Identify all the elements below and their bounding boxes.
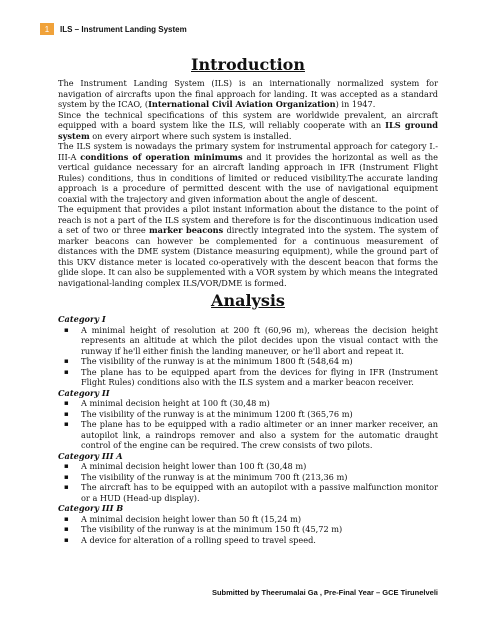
category-list [58,325,438,388]
intro-paragraph-4 [58,204,438,288]
list-item: ▪ A minimal height of resolution at 200 ft (60,96 m), whereas the decision height represents an altitude at which the pilot decides upon the visual contact with the runway if he'll either finish the landing maneuver, or he'll abort and repeat it. [58,325,438,357]
list-item: ▪ The plane has to be equipped with a radio altimeter or an inner marker receiver, an autopilot link, a raindrops remover and also a system for the automatic draught control of the engine can be required. The crew consists of two pilots. [58,419,438,451]
intro-paragraph-2 [58,110,438,142]
ils-ground-system-term: ILS ground system [58,120,438,141]
list-item: ▪ A minimal decision height at 100 ft (30,48 m) [58,398,438,409]
list-item: ▪ The visibility of the runway is at the minimum 1800 ft (548,64 m) [58,356,438,367]
category-section [58,314,438,388]
category-title: Category III B [58,503,124,513]
category-section [58,388,438,451]
document-body [58,56,438,545]
category-list [58,461,438,503]
icao-full-name: International Civil Aviation Organization [148,99,336,109]
category-section [58,451,438,504]
category-title: Category III A [58,450,123,461]
intro-p4-text-c: directly integrated into the system. The system of marker beacons can however be complemented for a continuous measurement of distances with the DME system (Distance measuring equipment), while the ground part of this UKV distance meter is located co-operatively with the descent beacon that forms the glide slope. It can also be supplemented with a VOR system by which means the integrated navigational-landing complex ILS/VOR/DME is formed. [58,225,438,288]
intro-p1-text-a: The Instrument Landing System (ILS) is an internationally normalized system for navigation of aircrafts upon the final approach for landing. It was accepted as a standard system by the ICAO, ( [58,78,438,109]
page-header [40,22,187,36]
list-item: ▪ The visibility of the runway is at the minimum 700 ft (213,36 m) [58,472,438,483]
list-item: ▪ The visibility of the runway is at the minimum 1200 ft (365,76 m) [58,409,438,420]
category-list [58,514,438,546]
category-list [58,398,438,451]
intro-p3-text-a: The ILS system is nowadays the primary system for instrumental approach for category I.-III-A [58,141,438,162]
list-item: ▪ The visibility of the runway is at the minimum 150 ft (45,72 m) [58,524,438,535]
list-item: ▪ A device for alteration of a rolling speed to travel speed. [58,535,438,546]
marker-beacons-term: marker beacons [148,225,224,235]
intro-p1-text-c: ) in 1947. [335,99,376,109]
page-footer: Submitted by Theerumalai Ga , Pre-Final Year – GCE Tirunelveli [211,588,438,597]
analysis-heading: Analysis [211,291,285,310]
operation-minimums-term: conditions of operation minimums [80,151,243,162]
intro-p3-text-c: and it provides the horizontal as well as the vertical guidance necessary for an aircraft landing approach in IFR (Instrument Flight Rules) conditions, thus in conditions of limited or reduced visibility.The accurate landing approach is a procedure of permitted descent with the use of navigational equipment coaxial with the trajectory and given information about the angle of descent. [58,151,438,204]
category-title: Category I [58,314,106,324]
page-number: 1 [40,23,54,35]
intro-p2-text-c: on every airport where such system is installed. [89,130,292,141]
intro-paragraph-1 [58,78,438,110]
intro-p4-text-a: The equipment that provides a pilot instant information about the distance to the point of reach is not a part of the ILS system and therefore is for the discontinuous indication used a set of two or three [58,204,438,235]
intro-paragraph-3 [58,141,438,204]
list-item: ▪ The aircraft has to be equipped with an autopilot with a passive malfunction monitor or a HUD (Head-up display). [58,482,438,503]
category-title: Category II [58,387,110,398]
intro-p2-text-a: Since the technical specifications of this system are worldwide prevalent, an aircraft equipped with a board system like the ILS, will reliably cooperate with an [58,109,438,130]
list-item: ▪ A minimal decision height lower than 100 ft (30,48 m) [58,461,438,472]
header-title: ILS – Instrument Landing System [60,24,187,34]
category-section [58,503,438,545]
introduction-heading: Introduction [191,55,305,74]
list-item: ▪ The plane has to be equipped apart from the devices for flying in IFR (Instrument Flight Rules) conditions also with the ILS system and a marker beacon receiver. [58,367,438,388]
list-item: ▪ A minimal decision height lower than 50 ft (15,24 m) [58,514,438,525]
